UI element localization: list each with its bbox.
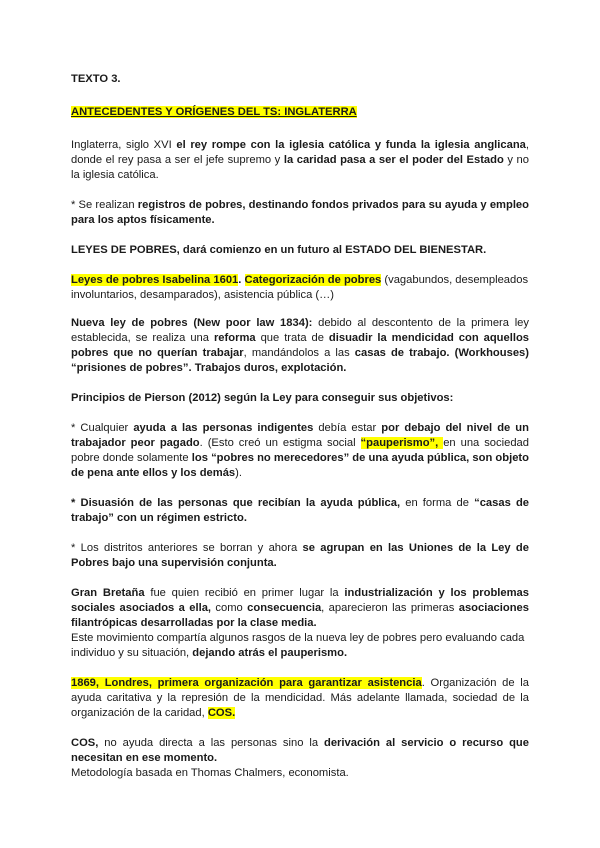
paragraph-principio-ayuda: * Cualquier ayuda a las personas indigentes debía estar por debajo del nivel de un trabajador peor pagado. (Esto creó un estigma social “pauperismo”, en una sociedad pobre donde solamente los “pobres no merecedores” de una ayuda pública, son objeto de pena ante ellos y los demás).	[71, 422, 529, 479]
paragraph-pierson: Principios de Pierson (2012) según la Ley para conseguir sus objetivos:	[71, 392, 454, 404]
paragraph-movimiento: Este movimiento compartía algunos rasgos de la nueva ley de pobres pero evaluando cada individuo y su situación, dejando atrás el pauperismo.	[71, 632, 525, 659]
paragraph-principio-uniones: * Los distritos anteriores se borran y ahora se agrupan en las Uniones de la Ley de Pobres bajo una supervisión conjunta.	[71, 542, 529, 569]
paragraph-gran-bretana: Gran Bretaña fue quien recibió en primer lugar la industrialización y los problemas sociales asociados a ella, como consecuencia, aparecieron las primeras asociaciones filantrópicas desarrolladas por la clase media.	[71, 587, 529, 629]
paragraph-chalmers: Metodología basada en Thomas Chalmers, economista.	[71, 767, 349, 779]
paragraph-registros: * Se realizan registros de pobres, destinando fondos privados para su ayuda y empleo para los aptos físicamente.	[71, 199, 529, 226]
paragraph-principio-disuasion: * Disuasión de las personas que recibían la ayuda pública, en forma de “casas de trabajo” con un régimen estricto.	[71, 497, 530, 524]
paragraph-1869-londres: 1869, Londres, primera organización para garantizar asistencia. Organización de la ayuda caritativa y la represión de la mendicidad. Más adelante llamada, sociedad de la organización de la caridad, COS.	[71, 677, 529, 719]
document-body	[71, 72, 529, 781]
page-heading: TEXTO 3.	[71, 73, 121, 85]
paragraph-isabelina: Leyes de pobres Isabelina 1601. Categorización de pobres (vagabundos, desempleados involuntarios, desamparados), asistencia pública (…)	[71, 274, 529, 301]
paragraph-leyes-de-pobres: LEYES DE POBRES, dará comienzo en un futuro al ESTADO DEL BIENESTAR.	[71, 244, 487, 256]
paragraph-cos: COS, no ayuda directa a las personas sino la derivación al servicio o recurso que necesitan en ese momento.	[71, 737, 529, 764]
paragraph-inglaterra: Inglaterra, siglo XVI el rey rompe con la iglesia católica y funda la iglesia anglicana, donde el rey pasa a ser el jefe supremo y la caridad pasa a ser el poder del Estado y no la iglesia católica.	[71, 139, 529, 181]
paragraph-new-poor-law: Nueva ley de pobres (New poor law 1834): debido al descontento de la primera ley establecida, se realiza una reforma que trata de disuadir la mendicidad con aquellos pobres que no querían trabajar, mandándolos a las casas de trabajo. (Workhouses) “prisiones de pobres”. Trabajos duros, explotación.	[71, 317, 530, 374]
section-title: ANTECEDENTES Y ORÍGENES DEL TS: INGLATERRA	[71, 106, 357, 118]
